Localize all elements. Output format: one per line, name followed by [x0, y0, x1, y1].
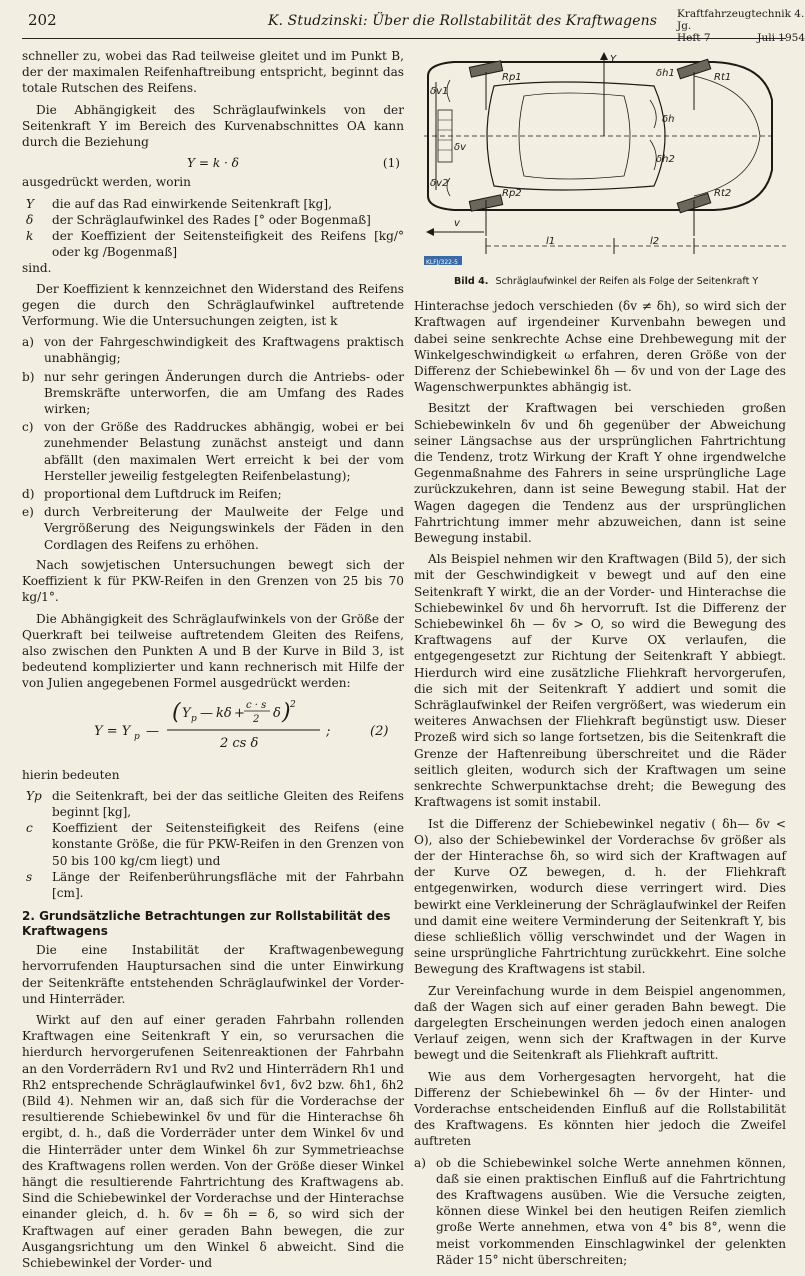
journal-date: Juli 1954: [757, 32, 805, 44]
figure-caption: [454, 274, 786, 290]
label-l2: l2: [650, 236, 660, 247]
definition-text: der Koeffizient der Seitensteifigkeit des Reifens [kg/° oder kg /Bogenmaß]: [52, 229, 404, 260]
list-item-label: b): [22, 369, 35, 384]
label-dv: δv: [454, 142, 467, 153]
svg-text:+: +: [234, 705, 245, 721]
figure-caption-text: Schräglaufwinkel der Reifen als Folge der Seitenkraft Y: [495, 276, 759, 287]
figure-4: [414, 50, 786, 270]
definition-symbol: k: [26, 229, 34, 244]
list-item-label: a): [22, 335, 34, 350]
paragraph: Die Abhängigkeit des Schräglaufwinkels von der Seitenkraft Y im Bereich des Kurvenabschnittes OA kann durch die Beziehung: [22, 102, 404, 150]
label-rt2: Rt2: [714, 188, 732, 199]
label-rp2: Rp2: [502, 188, 522, 199]
velocity-arrow-icon: [426, 228, 434, 236]
definition-list-2: [22, 788, 404, 901]
definition-text: Länge der Reifenberührungsfläche mit der Fahrbahn [cm].: [52, 869, 404, 900]
definition-list-1: [22, 196, 404, 277]
definition-text: der Schräglaufwinkel des Rades [° oder Bogenmaß]: [52, 212, 371, 227]
list-item-text: von der Fahrgeschwindigkeit des Kraftwagens praktisch unabhängig;: [44, 335, 404, 366]
svg-text:—: —: [200, 705, 213, 721]
list-item-text: durch Verbreiterung der Maulweite der Felge und Vergrößerung des Neigungswinkels der Fäden in den Cordlagen des Reifens zu erhöhen.: [44, 505, 404, 552]
right-column: [414, 48, 786, 1272]
svg-text:kδ: kδ: [216, 705, 232, 721]
equation-1: [22, 155, 404, 171]
journal-info: [677, 8, 805, 44]
svg-text:;: ;: [326, 723, 331, 739]
section-heading: 2. Grundsätzliche Betrachtungen zur Rollstabilität des Kraftwagens: [22, 909, 391, 938]
left-column: [22, 48, 404, 1276]
paragraph: Die Abhängigkeit des Schräglaufwinkels von der Größe der Querkraft bei teilweise auftretendem Gleiten des Reifens, also zwischen den Punkten A und B der Kurve in Bild 3, ist bedeutend komplizierter und kann rechnerisch mit Hilfe der von Julien angegebenen Formel ausgedrückt werden:: [22, 611, 404, 691]
paragraph: Als Beispiel nehmen wir den Kraftwagen (Bild 5), der sich mit der Geschwindigkeit v bewegt und auf den eine Seitenkraft Y wirkt, die an der Vorder- und Hinterachse die Schiebewinkel δv und δh hervorruft. Ist die Differenz der Schiebewinkel δh — δv > O, so wird die Bewegung des Kraftwagens auf der Kurve OX verlaufen, die entgegengesetzt zur Richtung der Seitenkraft Y abbiegt. Hierdurch wird eine zusätzliche Fliehkraft hervorgerufen, die sich mit der Seitenkraft Y addiert und somit die Schräglaufwinkel der Reifen vergrößert, was wiederum ein weiteres Anwachsen der Fliehkraft begünstigt usw. Dieser Prozeß wird sich so lange fortsetzen, bis die Seitenkraft die Grenze der Haftenreibung überschreitet und die Räder seitlich gleiten, wodurch sich der Kraftwagen um seine senkrechte Schwerpunktachse dreht; die Bewegung des Kraftwagens ist somit instabil.: [414, 552, 786, 810]
list-item-label: e): [22, 505, 34, 520]
label-dh: δh: [662, 114, 675, 125]
definition-row: [22, 869, 404, 901]
equation-1-body: Y = k · δ: [187, 156, 239, 171]
definition-row: [22, 196, 404, 212]
definition-row: [22, 788, 404, 820]
list-item-text: proportional dem Luftdruck im Reifen;: [44, 487, 282, 502]
svg-text:—: —: [146, 723, 159, 739]
paragraph: Besitzt der Kraftwagen bei verschieden großen Schiebewinkeln δv und δh gegenüber der Abweichung seiner Längsachse aus der ursprünglichen Fahrtrichtung die Tendenz, trotz Wirkung der Kraft Y ohne irgendwelche Gegenmaßnahme des Fahrers in seine ursprüngliche Lage zurückzukehren, dann ist seine Bewegung stabil. Hat der Wagen dagegen die Tendenz aus der ursprünglichen Fahrtrichtung immer mehr abzuweichen, dann ist seine Bewegung instabil.: [414, 401, 786, 546]
svg-text:(: (: [172, 699, 181, 725]
svg-text:δ: δ: [273, 705, 281, 721]
svg-text:p: p: [134, 731, 140, 742]
definition-text: die Seitenkraft, bei der das seitliche Gleiten des Reifens beginnt [kg],: [52, 788, 404, 819]
paragraph: Nach sowjetischen Untersuchungen bewegt sich der Koeffizient k für PKW-Reifen in den Grenzen von 25 bis 70 kg/1°.: [22, 557, 404, 605]
definition-closing: sind.: [22, 261, 52, 276]
list-item: [22, 419, 404, 484]
definition-row: [22, 212, 404, 228]
label-dh2: δh2: [656, 154, 675, 165]
equation-2: [22, 697, 404, 765]
label-rt1: Rt1: [714, 72, 732, 83]
paragraph: schneller zu, wobei das Rad teilweise gleitet und im Punkt B, der der maximalen Reifenhaftreibung entspricht, beginnt das totale Rutschen des Reifens.: [22, 49, 404, 96]
journal-name: Kraftfahrzeugtechnik 4. Jg.: [677, 8, 805, 32]
paragraph: Zur Vereinfachung wurde in dem Beispiel angenommen, daß der Wagen sich auf einer geraden Bahn bewegt. Die dargelegten Erscheinungen werden jedoch einen analogen Verlauf zeigen, wenn sich der Kraftwagen in der Kurve bewegt und die Seitenkraft als Fliehkraft auftritt.: [414, 983, 786, 1063]
property-list: [22, 334, 404, 553]
running-title: K. Studzinski: Über die Rollstabilität des Kraftwagens: [268, 13, 657, 29]
vehicle-slip-diagram: [414, 50, 786, 270]
svg-text:2 cs δ: 2 cs δ: [220, 735, 259, 751]
svg-text:): ): [282, 699, 291, 725]
svg-text:c · s: c · s: [246, 699, 267, 711]
paragraph: Die eine Instabilität der Kraftwagenbewegung hervorrufenden Hauptursachen sind die unter Einwirkung der Seitenkräfte entstehenden Schräglaufwinkel der Vorder- und Hinterräder.: [22, 943, 404, 1006]
definition-row: [22, 228, 404, 260]
definition-symbol: Yp: [26, 788, 42, 803]
definition-text: Koeffizient der Seitensteifigkeit des Reifens (eine konstante Größe, die für PKW-Reifen in den Grenzen von 50 bis 100 kg/cm liegt) und: [52, 821, 404, 868]
definition-symbol: s: [26, 869, 33, 884]
paragraph: Hinterachse jedoch verschieden (δv ≠ δh), so wird sich der Kraftwagen auf irgendeiner Kurvenbahn bewegen und dabei seine senkrechte Achse eine Drehbewegung mit der Winkelgeschwindigkeit ω erfahren, deren Größe von der Differenz der Schiebewinkel δh — δv und von der Lage des Wagenschwerpunktes abhängig ist.: [414, 299, 786, 395]
list-item: [414, 1155, 786, 1268]
definition-symbol: δ: [26, 212, 34, 227]
label-l1: l1: [546, 236, 556, 247]
list-item-label: a): [414, 1155, 426, 1170]
list-item: [22, 486, 404, 502]
page-number: 202: [28, 11, 57, 29]
label-rp1: Rp1: [502, 72, 522, 83]
paragraph: Der Koeffizient k kennzeichnet den Widerstand des Reifens gegen die durch den Schräglaufwinkel auftretende Verformung. Wie die Untersuchungen zeigten, ist k: [22, 281, 404, 329]
y-arrow-icon: [600, 52, 608, 60]
svg-text:(2): (2): [370, 723, 389, 739]
definition-text: die auf das Rad einwirkende Seitenkraft [kg],: [52, 196, 332, 211]
definition-symbol: Y: [26, 196, 34, 211]
definition-row: [22, 820, 404, 869]
hood-line: [694, 76, 760, 196]
list-item-label: c): [22, 420, 34, 435]
list-item: [22, 369, 404, 418]
figure-caption-label: Bild 4.: [454, 276, 489, 287]
list-item-text: nur sehr geringen Änderungen durch die Antriebs- oder Bremskräfte unterworfen, die am Umfang des Rades wirken;: [44, 369, 404, 417]
paragraph: ausgedrückt werden, worin: [22, 175, 191, 190]
paragraph: Wie aus dem Vorhergesagten hervorgeht, hat die Differenz der Schiebewinkel δh — δv der Hinter- und Vorderachse entscheidenden Einfluß auf die Rollstabilität des Kraftwagens. Es könnten hier jedoch die Zweifel auftreten: [414, 1069, 786, 1149]
svg-text:p: p: [191, 713, 197, 724]
svg-text:Y = Y: Y = Y: [94, 723, 131, 739]
definition-symbol: c: [26, 821, 33, 836]
label-dh1: δh1: [656, 68, 675, 79]
list-item: [22, 334, 404, 366]
equation-2-graphic: [22, 697, 404, 765]
svg-text:2: 2: [253, 713, 260, 725]
paragraph: Ist die Differenz der Schiebewinkel negativ ( δh— δv < O), also der Schiebewinkel der Vorderachse δv größer als der der Hinterachse δh, so wird sich der Kraftwagen auf der Kurve OZ bewegen, d. h. der Fliehkraft entgegenwirken, wodurch diese verringert wird. Dies bewirkt eine Verkleinerung der Schräglaufwinkel der Reifen und damit eine weitere Verminderung der Seitenkraft Y, bis diese schließlich völlig verschwindet und der Wagen in seine ursprüngliche Fahrtrichtung zurückkehrt. Eine solche Bewegung des Kraftwagens ist stabil.: [414, 816, 786, 977]
doubt-list: [414, 1155, 786, 1268]
label-v: v: [454, 218, 460, 229]
svg-text:Y: Y: [182, 705, 191, 721]
list-item-text: ob die Schiebewinkel solche Werte annehmen können, daß sie einen praktischen Einfluß auf die Fahrtrichtung des Kraftwagens ausüben. Wie die Versuche zeigten, können diese Winkel bei den heutigen Reifen ziemlich große Werte annehmen, etwa von 4° bis 8°, wenn die meist vorkommenden Einschlagwinkel der gelenkten Räder 15° nicht überschreiten;: [436, 1155, 786, 1267]
page-header: [22, 4, 805, 44]
roof-outline: [519, 93, 630, 179]
label-dv2: δv2: [430, 178, 449, 189]
equation-1-number: (1): [382, 156, 400, 171]
paragraph: hierin bedeuten: [22, 767, 120, 782]
label-dv1: δv1: [430, 86, 449, 97]
list-item-label: d): [22, 487, 35, 502]
svg-text:2: 2: [290, 699, 296, 710]
paragraph: Wirkt auf den auf einer geraden Fahrbahn rollenden Kraftwagen eine Seitenkraft Y ein, so verursachen die hierdurch hervorgerufenen Seitenreaktionen der Fahrbahn an den Vorderrädern Rv1 und Rv2 und Hinterrädern Rh1 und Rh2 entsprechende Schräglaufwinkel δv1, δv2 bzw. δh1, δh2 (Bild 4). Nehmen wir an, daß sich für die Vorderachse der resultierende Schiebewinkel δv und für die Hinterachse δh ergibt, d. h., daß die Vorderräder unter dem Winkel δv und die Hinterräder unter dem Winkel δh zur Symmetrieachse des Kraftwagens rollen werden. Von der Größe dieser Winkel hängt die resultierende Fahrtrichtung des Kraftwagens ab. Sind die Schiebewinkel der Vorderachse und der Hinterachse einander gleich, d. h. δv = δh = δ, so wird sich der Kraftwagen auf einer geraden Bahn bewegen, die zur Ausgangsrichtung um den Winkel δ abweicht. Sind die Schiebewinkel der Vorder- und: [22, 1012, 404, 1270]
list-item-text: von der Größe des Raddruckes abhängig, wobei er bei zunehmender Belastung zunächst ansteigt und dann abfällt (den maximalen Wert erreicht k bei der vom Hersteller jeweilig festgelegten Reifenbelastung);: [44, 420, 404, 483]
journal-issue: Heft 7: [677, 32, 711, 44]
label-y: Y: [610, 54, 617, 65]
list-item: [22, 504, 404, 553]
figure-stamp: KLFJ/322-5: [426, 259, 458, 266]
